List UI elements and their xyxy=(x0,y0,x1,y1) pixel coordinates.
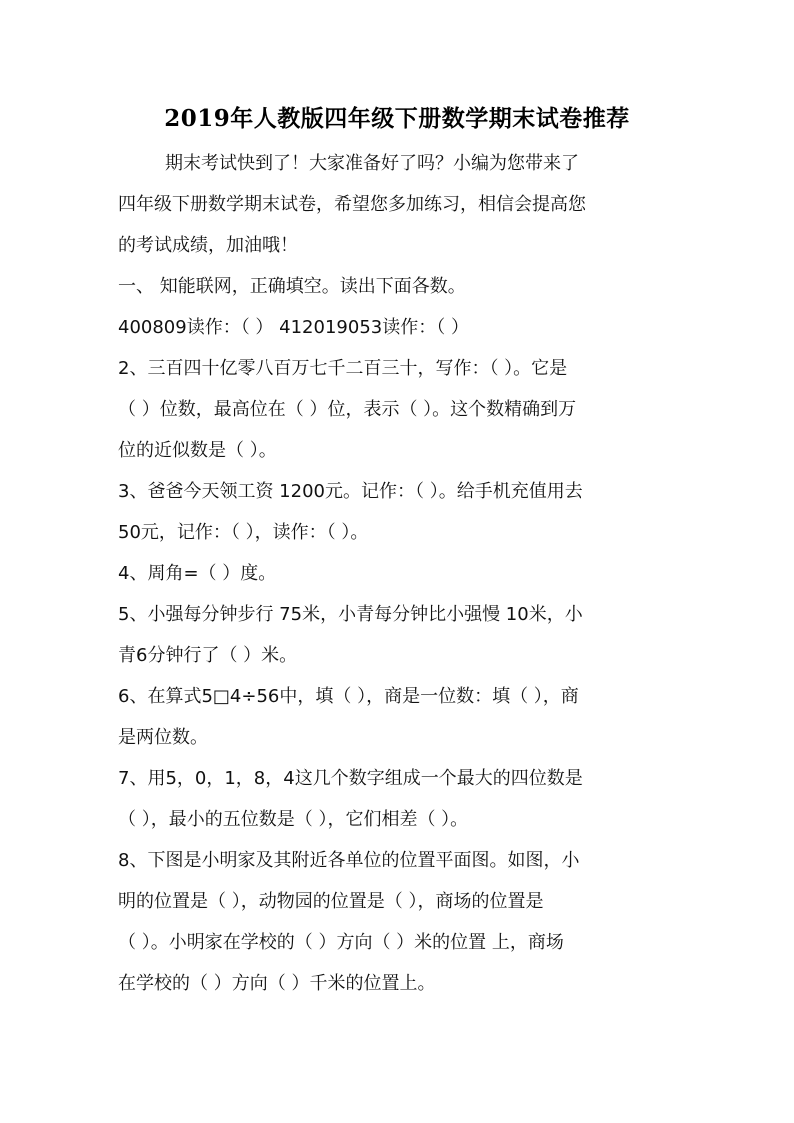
text-line: 的考试成绩，加油哦！ xyxy=(118,235,298,256)
text-line: 期末考试快到了！大家准备好了吗？小编为您带来了 xyxy=(165,153,579,174)
question-line: 2、三百四十亿零八百万七千二百三十，写作：（ ）。它是 xyxy=(118,358,568,379)
question-line: 是两位数。 xyxy=(118,727,208,748)
question-line: 青6分钟行了（ ）米。 xyxy=(118,645,298,666)
document-title: 2019年人教版四年级下册数学期末试卷推荐 xyxy=(164,105,630,132)
question-line: 明的位置是（ ），动物园的位置是（ ），商场的位置是 xyxy=(118,891,544,912)
question-line: 6、在算式5□4÷56中，填（ ），商是一位数：填（ ），商 xyxy=(118,686,579,707)
text-line: 四年级下册数学期末试卷，希望您多加练习，相信会提高您 xyxy=(118,194,586,215)
question-line: 8、下图是小明家及其附近各单位的位置平面图。如图，小 xyxy=(118,850,580,871)
question-line: 5、小强每分钟步行 75米，小青每分钟比小强慢 10米，小 xyxy=(118,604,583,625)
section-heading: 一、 知能联网，正确填空。读出下面各数。 xyxy=(118,276,466,297)
question-line: 3、爸爸今天领工资 1200元。记作：（ ）。给手机充值用去 xyxy=(118,481,583,502)
question-line: （ ），最小的五位数是（ ），它们相差（ ）。 xyxy=(118,809,469,830)
question-line: 50元，记作：（ ），读作：（ ）。 xyxy=(118,522,369,543)
question-line: （ ）位数，最高位在（ ）位，表示（ ）。这个数精确到万 xyxy=(118,399,577,420)
question-line: （ ）。小明家在学校的（ ）方向（ ）米的位置 上，商场 xyxy=(118,932,564,953)
question-line: 400809读作：（ ） 412019053读作：（ ） xyxy=(118,317,469,338)
document-body xyxy=(118,143,678,1004)
question-line: 4、周角=（ ）度。 xyxy=(118,563,277,584)
question-line: 在学校的（ ）方向（ ）千米的位置上。 xyxy=(118,973,436,994)
question-line: 位的近似数是（ ）。 xyxy=(118,440,277,461)
question-line: 7、用5，0，1，8，4这几个数字组成一个最大的四位数是 xyxy=(118,768,583,789)
